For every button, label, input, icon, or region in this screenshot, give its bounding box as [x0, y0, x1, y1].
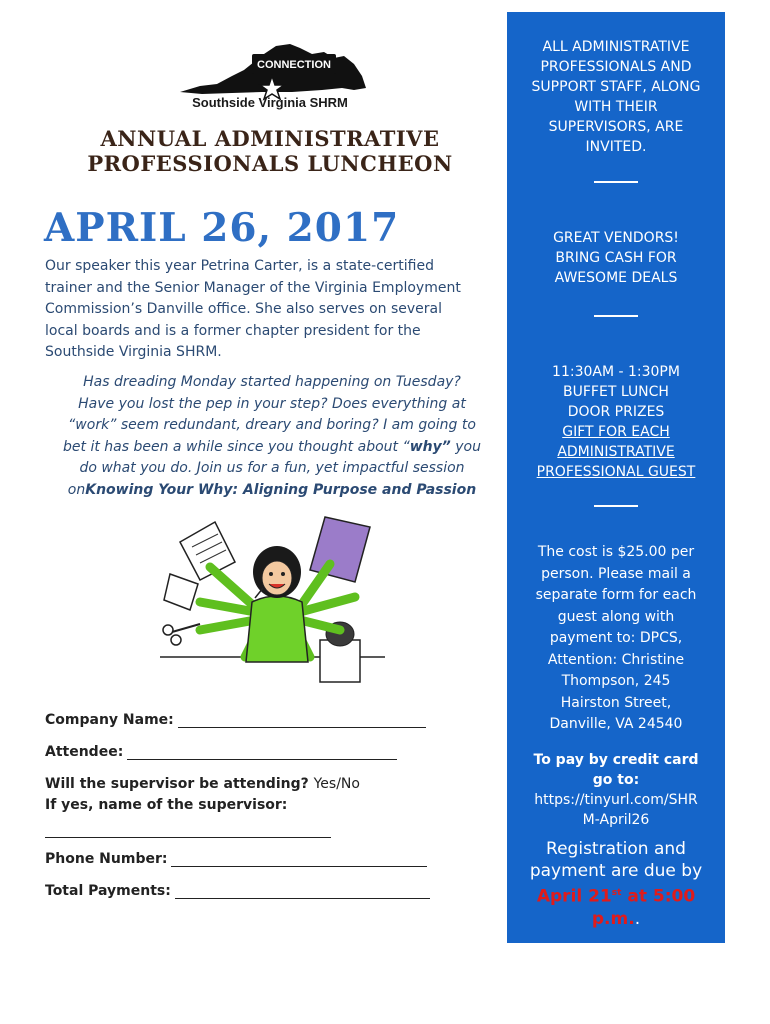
company-name-row	[45, 712, 426, 728]
total-payments-label: Total Payments:	[45, 883, 171, 899]
invite-line: SUPPORT STAFF, ALONG	[531, 79, 701, 95]
deadline-period: .	[634, 908, 641, 929]
deadline-time-unit: p.m.	[591, 908, 635, 929]
pitch-line: Has dreading Monday started happening on Tuesday?	[83, 374, 461, 390]
pitch-line	[42, 480, 502, 502]
logo-caption: Southside Virginia SHRM	[192, 95, 348, 110]
cost-line: Danville, VA 24540	[549, 716, 683, 732]
supervisor-name-label: If yes, name of the supervisor:	[45, 797, 288, 813]
pitch-emphasis: why”	[409, 438, 451, 455]
phone-number-row	[45, 851, 427, 867]
supervisor-attending-label: Will the supervisor be attending?	[45, 776, 309, 792]
total-payments-row	[45, 883, 430, 899]
supervisor-attending-row	[45, 776, 360, 792]
vendors-line: BRING CASH FOR	[555, 250, 677, 266]
deadline-line	[507, 908, 725, 930]
company-name-label: Company Name:	[45, 712, 174, 728]
divider	[594, 181, 638, 183]
schedule-line: BUFFET LUNCH	[563, 384, 669, 400]
attendee-row	[45, 744, 397, 760]
gift-link[interactable]: ADMINISTRATIVE	[557, 444, 675, 460]
vendors-line: AWESOME DEALS	[554, 270, 678, 286]
supervisor-name-row	[45, 822, 331, 838]
gift-link[interactable]: PROFESSIONAL GUEST	[536, 464, 696, 480]
invite-line: SUPERVISORS, ARE	[548, 119, 684, 135]
session-pitch	[42, 372, 502, 501]
attendee-field[interactable]	[127, 745, 397, 760]
intro-line: Commission’s Danville office. She also serves on several	[45, 301, 443, 317]
total-payments-field[interactable]	[175, 884, 430, 899]
invite-line: WITH THEIR	[574, 99, 658, 115]
intro-line: trainer and the Senior Manager of the Virginia Employment	[45, 279, 461, 296]
supervisor-name-field[interactable]	[45, 823, 331, 838]
payment-url[interactable]: M-April26	[582, 812, 650, 828]
company-name-field[interactable]	[178, 713, 426, 728]
invite-line: PROFESSIONALS AND	[540, 59, 692, 75]
invite-line: ALL ADMINISTRATIVE	[542, 39, 690, 55]
pitch-line: “work” seem redundant, dreary and boring? I am going to	[68, 417, 476, 433]
payment-url[interactable]: https://tinyurl.com/SHR	[534, 792, 698, 808]
schedule-line: DOOR PRIZES	[567, 404, 665, 420]
phone-number-field[interactable]	[171, 852, 427, 867]
phone-number-label: Phone Number:	[45, 851, 168, 867]
info-sidebar	[507, 12, 725, 943]
pitch-line: Have you lost the pep in your step? Does everything at	[78, 395, 466, 412]
session-title: Knowing Your Why: Aligning Purpose and Passion	[85, 481, 477, 498]
divider	[594, 505, 638, 507]
event-title-line: PROFESSIONALS LUNCHEON	[87, 151, 453, 176]
cost-line: Attention: Christine	[547, 651, 685, 668]
invite-line: INVITED.	[585, 139, 647, 155]
deadline-line: payment are due by	[529, 861, 703, 881]
credit-card-info	[507, 750, 725, 830]
cost-details	[525, 542, 707, 736]
busy-assistant-clipart	[160, 512, 390, 692]
deadline-date-suffix: st	[611, 888, 622, 898]
attendee-label: Attendee:	[45, 744, 124, 760]
cost-line: The cost is $25.00 per	[537, 544, 695, 560]
event-schedule	[507, 362, 725, 482]
intro-line: Southside Virginia SHRM.	[45, 344, 222, 360]
intro-line: Our speaker this year Petrina Carter, is a state-certified	[45, 258, 434, 274]
deadline-date	[507, 882, 725, 908]
intro-line: local boards and is a former chapter president for the	[45, 322, 421, 339]
cost-line: guest along with	[557, 608, 675, 625]
invite-notice	[507, 37, 725, 157]
pitch-line: do what you do. Join us for a fun, yet impactful session	[79, 460, 465, 476]
vendors-line: GREAT VENDORS!	[553, 230, 679, 246]
cost-line: separate form for each	[535, 587, 697, 603]
schedule-line: 11:30AM - 1:30PM	[552, 364, 680, 380]
deadline-line: Registration and	[546, 839, 686, 859]
event-title-line: ANNUAL ADMINISTRATIVE	[100, 126, 440, 151]
pay-heading: go to:	[592, 772, 640, 788]
registration-deadline	[507, 838, 725, 930]
gift-link[interactable]: GIFT FOR EACH	[562, 424, 670, 440]
pitch-text: you	[450, 438, 481, 455]
pitch-text: bet it has been a while since you thought about “	[63, 438, 410, 455]
event-title	[40, 126, 500, 176]
deadline-time-text: at 5:00	[621, 886, 696, 907]
pay-heading: To pay by credit card	[533, 752, 699, 768]
cost-details-frame	[507, 542, 725, 732]
event-date: APRIL 26, 2017	[44, 205, 400, 251]
pitch-text: on	[67, 481, 86, 498]
deadline-date-text: April 21	[536, 886, 612, 907]
vendors-notice	[507, 228, 725, 288]
cost-line: Thompson, 245	[561, 673, 671, 689]
pitch-line	[42, 437, 502, 459]
divider	[594, 315, 638, 317]
cost-line: person. Please mail a	[541, 565, 691, 582]
cost-line: Hairston Street,	[560, 694, 672, 711]
logo-banner-text: CONNECTION	[257, 59, 331, 71]
supervisor-attending-options[interactable]: Yes/No	[313, 776, 360, 792]
cost-line: payment to: DPCS,	[549, 630, 683, 646]
speaker-intro	[45, 256, 501, 364]
